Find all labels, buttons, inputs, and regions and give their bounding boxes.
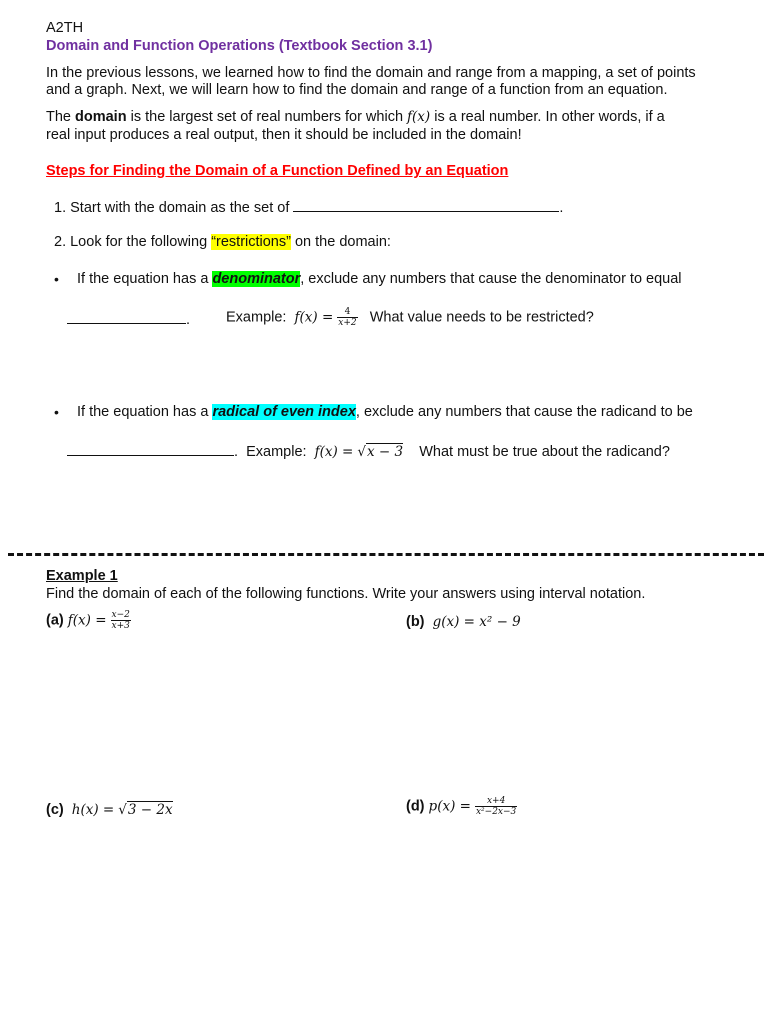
step-1-blank[interactable] — [293, 199, 559, 212]
denominator-question: What value needs to be restricted? — [369, 309, 594, 326]
bullet-radical-highlight: radical of even index — [212, 404, 356, 420]
radical-example-row — [67, 443, 670, 460]
bullet-radical-line — [77, 404, 693, 420]
problem-b — [406, 614, 521, 630]
step-2-pre: 2. Look for the following — [54, 234, 212, 250]
problem-d-fraction — [475, 796, 517, 817]
radical-question: What must be true about the radicand? — [419, 444, 670, 460]
bullet-radical-post: , exclude any numbers that cause the radicand to be — [355, 404, 693, 420]
intro-line-2: and a graph. Next, we will learn how to find the domain and range of a function from an equation. — [46, 82, 668, 98]
denominator-example-label: Example: — [226, 309, 287, 326]
definition-the: The — [46, 109, 76, 125]
definition-domain-word: domain — [75, 109, 127, 125]
denominator-example-fx: f(x) = — [294, 309, 334, 326]
definition-line-2: real input produces a real output, then it should be included in the domain! — [46, 127, 522, 143]
radical-sign: √ — [357, 444, 366, 460]
step-2-highlight: “restrictions” — [211, 234, 291, 250]
problem-d-denominator: x²−2x−3 — [475, 807, 517, 817]
example-1-instructions: Find the domain of each of the following functions. Write your answers using interval notation. — [46, 586, 646, 602]
bullet-radical-pre: If the equation has a — [77, 404, 213, 420]
steps-heading: Steps for Finding the Domain of a Function Defined by an Equation — [46, 163, 509, 179]
problem-a-fx: f(x) = — [67, 612, 107, 629]
problem-a-denominator: x+3 — [111, 621, 130, 631]
denominator-blank-end: . — [186, 312, 191, 328]
fraction-denominator: x+2 — [338, 318, 357, 328]
section-divider — [8, 553, 764, 556]
definition-part-1: is the largest set of real numbers for which — [126, 109, 408, 125]
radical-blank[interactable] — [67, 443, 234, 456]
problem-c-fx: h(x) = — [71, 802, 115, 818]
bullet-dot-1: • — [54, 271, 59, 287]
definition-part-2: is a real number. In other words, if a — [430, 109, 665, 125]
problem-c — [46, 802, 173, 818]
radical-example-fx: f(x) = — [314, 444, 354, 460]
definition-line-1 — [46, 109, 665, 125]
definition-fx: f(x) — [407, 109, 431, 125]
problem-d-numerator: x+4 — [475, 796, 517, 807]
denominator-example-row — [67, 311, 190, 328]
problem-a-numerator: x−2 — [111, 610, 130, 620]
example-1-heading: Example 1 — [46, 568, 118, 584]
course-code: A2TH — [46, 20, 84, 36]
problem-a — [46, 610, 131, 631]
bullet-dot-2: • — [54, 404, 59, 420]
intro-line-1: In the previous lessons, we learned how to find the domain and range from a mapping, a set of points — [46, 65, 696, 81]
problem-c-radical-sign: √ — [118, 802, 127, 818]
problem-a-fraction — [111, 610, 131, 631]
step-1 — [54, 199, 563, 216]
bullet-denominator-post: , exclude any numbers that cause the denominator to equal — [300, 271, 682, 287]
step-2-post: on the domain: — [290, 234, 391, 250]
denominator-example-fraction — [337, 307, 357, 328]
radical-blank-end: . — [234, 444, 239, 460]
radical-example-label: Example: — [246, 444, 307, 460]
step-1-text: 1. Start with the domain as the set of — [54, 200, 290, 216]
problem-c-label: (c) — [46, 802, 64, 818]
problem-d-label: (d) — [406, 798, 425, 815]
problem-d-fx: p(x) = — [428, 798, 471, 815]
denominator-blank[interactable] — [67, 311, 186, 324]
problem-a-label: (a) — [46, 612, 64, 629]
problem-d — [406, 796, 517, 817]
radical-radicand: x − 3 — [367, 444, 404, 460]
page-title: Domain and Function Operations (Textbook Section 3.1) — [46, 38, 433, 54]
fraction-numerator: 4 — [337, 307, 357, 318]
bullet-denominator-highlight: denominator — [212, 271, 301, 287]
bullet-denominator-pre: If the equation has a — [77, 271, 213, 287]
bullet-denominator-line — [77, 271, 682, 287]
problem-c-radicand: 3 − 2x — [127, 802, 173, 818]
problem-b-label: (b) — [406, 614, 425, 630]
step-2 — [54, 234, 391, 250]
denominator-example — [226, 307, 594, 328]
problem-b-expression: g(x) = x² − 9 — [432, 614, 521, 630]
step-1-end: . — [559, 200, 564, 216]
